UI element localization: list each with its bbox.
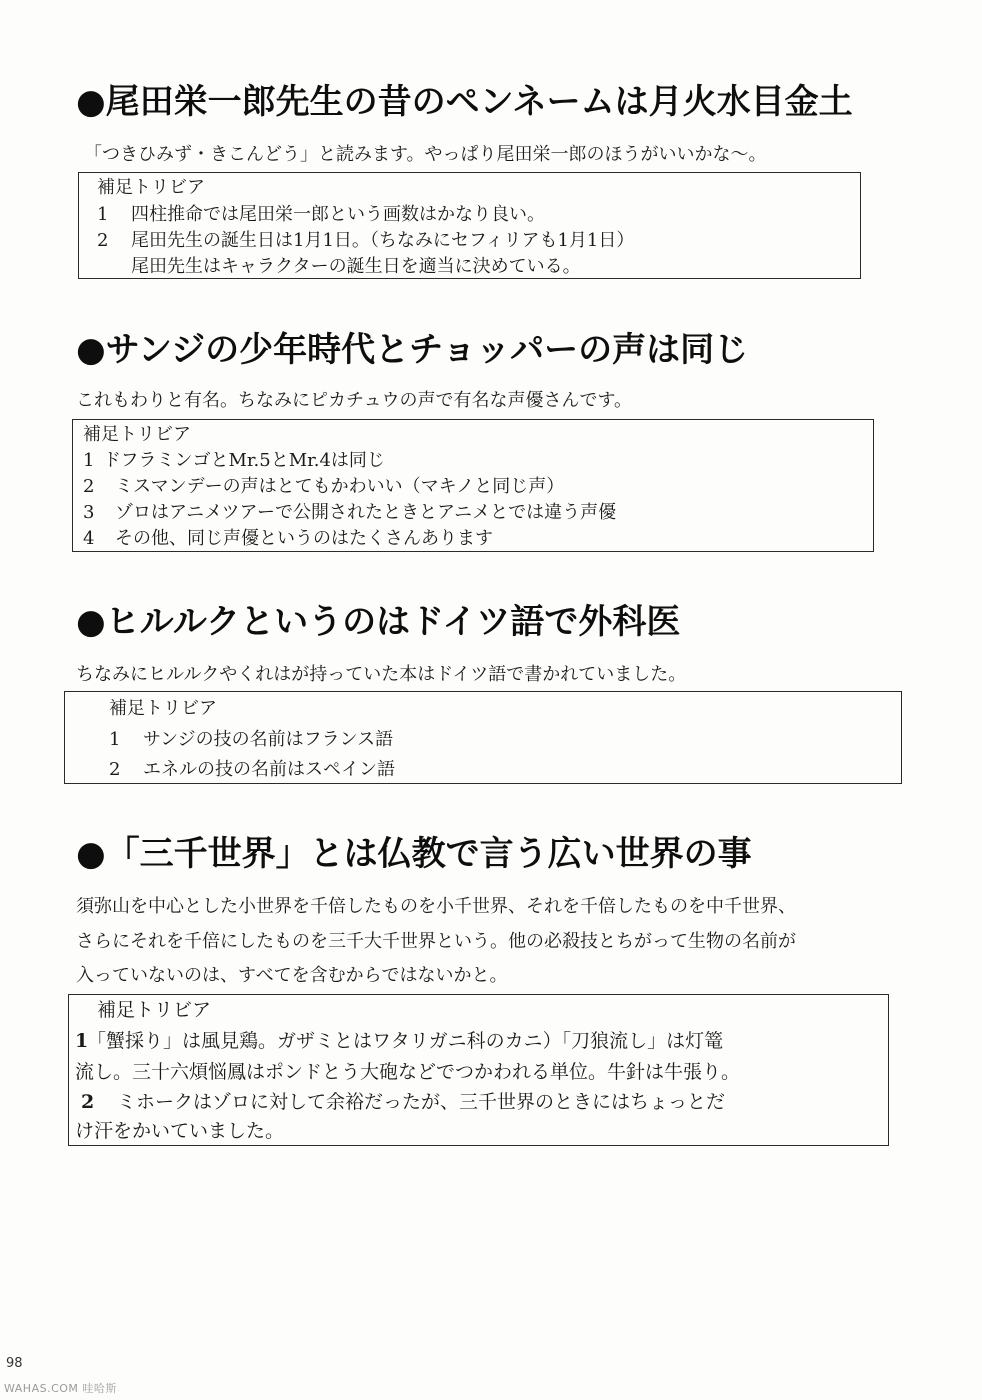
item-text: 「蟹採り」は風見鶏。ガザミとはワタリガニ科のカニ）「刀狼流し」は灯篭	[87, 1030, 724, 1052]
item-number: 1	[109, 729, 121, 750]
item-number: 2	[83, 476, 95, 497]
item-number: 1	[83, 450, 95, 471]
box-item	[97, 200, 545, 226]
item-text: ゾロはアニメツアーで公開されたときとアニメとでは違う声優	[115, 502, 617, 523]
box-title: 補足トリビア	[97, 177, 205, 198]
item-text: 尾田先生はキャラクターの誕生日を適当に決めている。	[131, 256, 581, 277]
item-text: 尾田先生の誕生日は1月1日。（ちなみにセフィリアも1月1日）	[131, 230, 635, 251]
item-number: 2	[109, 759, 121, 780]
item-text: け汗をかいていました。	[75, 1120, 285, 1142]
section-heading: ●「三千世界」とは仏教で言う広い世界の事	[76, 834, 752, 874]
item-text: ミホークはゾロに対して余裕だったが、三千世界のときにはちょっとだ	[117, 1091, 726, 1113]
section-intro: 須弥山を中心とした小世界を千倍したものを小千世界、それを千倍したものを中千世界、	[76, 896, 796, 917]
supplement-box	[72, 419, 874, 552]
item-number: 1	[97, 204, 109, 225]
item-text: サンジの技の名前はフランス語	[143, 729, 394, 750]
item-text: ドフラミンゴとMr.5とMr.4は同じ	[103, 450, 385, 471]
box-item	[83, 472, 564, 498]
section-intro: これもわりと有名。ちなみにピカチュウの声で有名な声優さんです。	[76, 390, 633, 411]
item-text: 流し。三十六煩悩鳳はポンドとう大砲などでつかわれる単位。牛針は牛張り。	[75, 1061, 741, 1083]
box-item	[83, 446, 385, 472]
box-item	[83, 524, 493, 550]
item-number: 2	[97, 230, 109, 251]
item-text: その他、同じ声優というのはたくさんあります	[115, 528, 493, 549]
supplement-box	[64, 691, 902, 784]
box-title: 補足トリビア	[97, 999, 212, 1021]
section-intro: さらにそれを千倍にしたものを三千大千世界という。他の必殺技とちがって生物の名前が	[76, 931, 796, 952]
item-text: エネルの技の名前はスペイン語	[143, 759, 395, 780]
item-number: 4	[83, 528, 95, 549]
box-item	[83, 498, 616, 524]
section-intro: 「つきひみず・きこんどう」と読みます。やっぱり尾田栄一郎のほうがいいかな～。	[84, 144, 767, 165]
box-title: 補足トリビア	[109, 698, 217, 719]
box-item	[97, 226, 634, 252]
section-intro: ちなみにヒルルクやくれはが持っていた本はドイツ語で書かれていました。	[76, 664, 687, 685]
section-intro: 入っていないのは、すべてを含むからではないかと。	[76, 965, 508, 986]
item-number: 2	[81, 1091, 95, 1113]
watermark: WAHAS.COM 哇哈斯	[4, 1382, 117, 1395]
supplement-box	[68, 994, 889, 1146]
item-number: 1	[75, 1030, 89, 1052]
item-number: 3	[83, 502, 95, 523]
item-text: 四柱推命では尾田栄一郎という画数はかなり良い。	[131, 204, 545, 225]
box-item	[75, 1026, 723, 1053]
box-item	[97, 252, 581, 278]
page-number: 98	[6, 1356, 23, 1371]
section-heading: ●サンジの少年時代とチョッパーの声は同じ	[76, 330, 749, 370]
supplement-box	[78, 172, 861, 279]
box-item	[75, 1116, 284, 1143]
section-heading: ●尾田栄一郎先生の昔のペンネームは月火水目金土	[76, 82, 853, 122]
item-text: ミスマンデーの声はとてもかわいい（マキノと同じ声）	[115, 476, 565, 497]
section-heading: ●ヒルルクというのはドイツ語で外科医	[76, 602, 681, 642]
box-item	[81, 1087, 725, 1114]
box-item	[109, 755, 395, 781]
box-item	[75, 1057, 740, 1084]
box-title: 補足トリビア	[83, 424, 191, 445]
box-item	[109, 725, 393, 751]
